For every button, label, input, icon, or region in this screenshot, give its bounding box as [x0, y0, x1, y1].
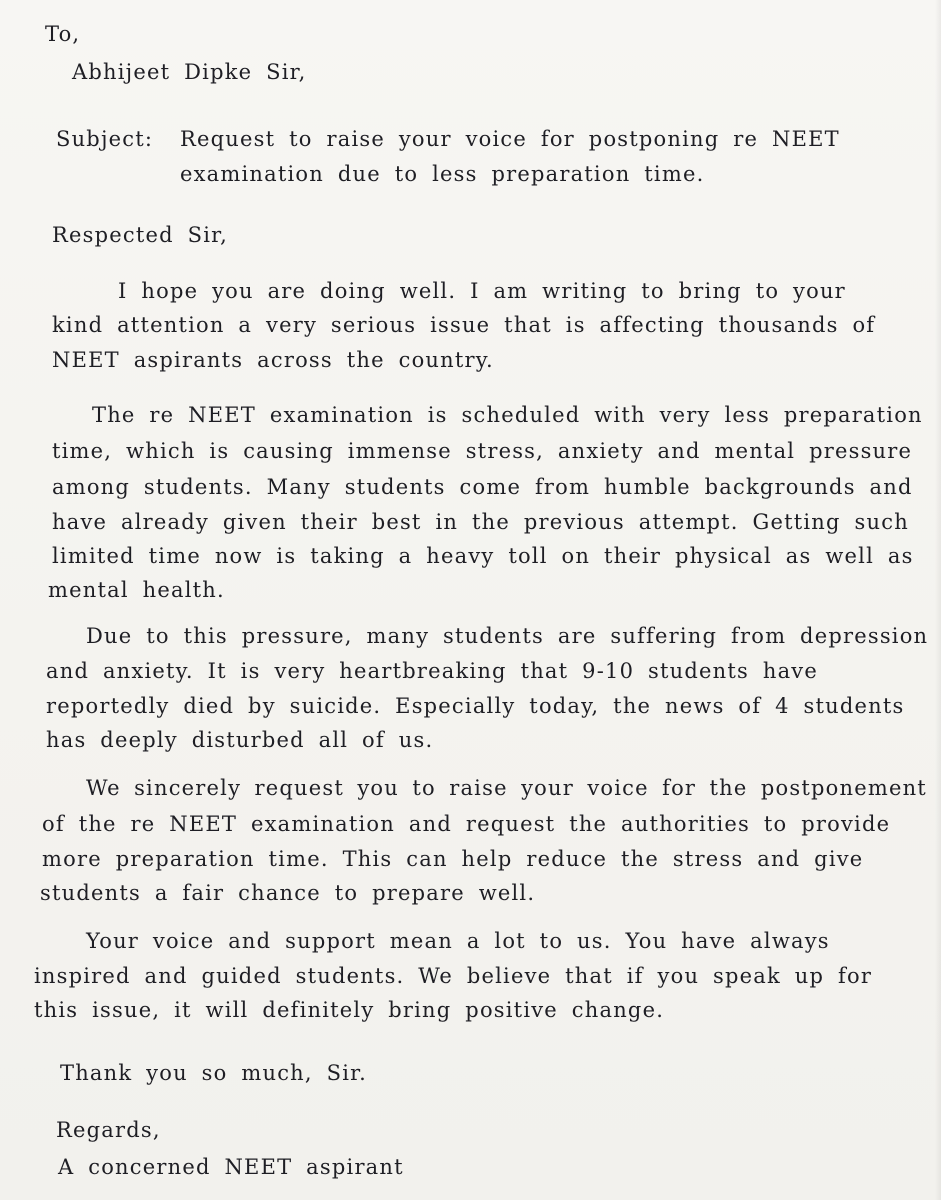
body-line: mental health.	[48, 578, 225, 602]
body-line: more preparation time. This can help reduce the stress and give	[42, 847, 864, 871]
body-line: limited time now is taking a heavy toll on their physical as well as	[52, 544, 914, 568]
subject-line: Request to raise your voice for postponing re NEET	[180, 127, 840, 151]
body-line: has deeply disturbed all of us.	[46, 728, 434, 752]
body-line: this issue, it will definitely bring positive change.	[34, 998, 665, 1022]
body-line: reportedly died by suicide. Especially today, the news of 4 students	[46, 694, 905, 718]
body-line: The re NEET examination is scheduled with very less preparation	[92, 403, 923, 427]
letter-to-line: To,	[45, 22, 81, 46]
salutation: Respected Sir,	[52, 223, 228, 247]
body-line: NEET aspirants across the country.	[52, 348, 494, 372]
thank-you-line: Thank you so much, Sir.	[60, 1061, 367, 1085]
body-line: We sincerely request you to raise your voice for the postponement	[86, 776, 927, 800]
body-line: and anxiety. It is very heartbreaking that 9-10 students have	[46, 659, 818, 683]
body-line: inspired and guided students. We believe that if you speak up for	[34, 964, 873, 988]
body-line: Due to this pressure, many students are suffering from depression	[86, 624, 929, 648]
body-line: among students. Many students come from humble backgrounds and	[52, 475, 913, 499]
subject-label: Subject:	[56, 127, 154, 151]
body-line: have already given their best in the previous attempt. Getting such	[52, 510, 909, 534]
subject-line: examination due to less preparation time.	[180, 162, 705, 186]
body-line: of the re NEET examination and request the authorities to provide	[42, 812, 891, 836]
body-line: Your voice and support mean a lot to us. You have always	[86, 929, 830, 953]
body-line: students a fair chance to prepare well.	[40, 881, 536, 905]
closing-regards: Regards,	[56, 1118, 161, 1142]
letter-addressee-name: Abhijeet Dipke Sir,	[72, 60, 307, 84]
body-line: time, which is causing immense stress, anxiety and mental pressure	[52, 439, 913, 463]
body-line: kind attention a very serious issue that is affecting thousands of	[52, 313, 876, 337]
body-line: I hope you are doing well. I am writing to bring to your	[118, 279, 846, 303]
signature-line: A concerned NEET aspirant	[58, 1155, 404, 1179]
